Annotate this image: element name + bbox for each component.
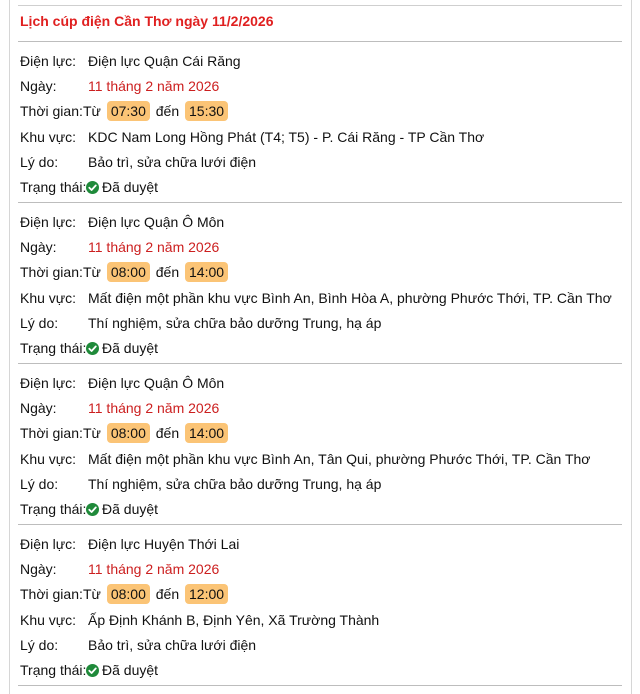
power-unit: Điện lực Quận Ô Môn <box>88 375 225 391</box>
field-label-status: Trạng thái: <box>20 501 87 517</box>
start-time-badge: 07:30 <box>107 101 150 121</box>
outage-status <box>86 337 158 359</box>
field-label-status: Trạng thái: <box>20 179 87 195</box>
field-label-unit: Điện lực: <box>20 53 77 69</box>
outage-reason: Bảo trì, sửa chữa lưới điện <box>88 636 257 653</box>
outage-area: Ấp Định Khánh B, Định Yên, Xã Trường Thành <box>88 611 380 628</box>
check-circle-icon <box>86 342 99 355</box>
time-to-label: đến <box>155 586 180 603</box>
field-label-reason: Lý do: <box>20 475 59 492</box>
outage-reason: Thí nghiệm, sửa chữa bảo dưỡng Trung, hạ áp <box>88 314 382 331</box>
end-time-badge: 14:00 <box>185 262 228 282</box>
end-time-badge: 15:30 <box>185 101 228 121</box>
status-text: Đã duyệt <box>102 662 159 678</box>
field-label-time: Thời gian: <box>20 264 83 281</box>
field-label-date: Ngày: <box>20 239 57 256</box>
time-to-label: đến <box>155 425 180 442</box>
field-label-area: Khu vực: <box>20 128 77 145</box>
field-label-reason: Lý do: <box>20 153 59 170</box>
time-to-label: đến <box>155 103 180 120</box>
time-from-label: Từ <box>83 586 101 603</box>
start-time-badge: 08:00 <box>107 262 150 282</box>
field-label-unit: Điện lực: <box>20 536 77 552</box>
field-label-time: Thời gian: <box>20 425 83 442</box>
status-text: Đã duyệt <box>102 179 159 195</box>
start-time-badge: 08:00 <box>107 584 150 604</box>
time-from-label: Từ <box>83 264 101 281</box>
outage-reason: Thí nghiệm, sửa chữa bảo dưỡng Trung, hạ áp <box>88 475 382 492</box>
outage-area: KDC Nam Long Hồng Phát (T4; T5) - P. Cái Răng - TP Cần Thơ <box>88 128 485 145</box>
field-label-unit: Điện lực: <box>20 375 77 391</box>
field-label-date: Ngày: <box>20 78 57 95</box>
check-circle-icon <box>86 664 99 677</box>
field-label-area: Khu vực: <box>20 450 77 467</box>
field-label-time: Thời gian: <box>20 586 83 603</box>
outage-area: Mất điện một phần khu vực Bình An, Tân Qui, phường Phước Thới, TP. Cần Thơ <box>88 450 591 467</box>
field-label-reason: Lý do: <box>20 314 59 331</box>
record-divider <box>18 685 622 686</box>
field-label-time: Thời gian: <box>20 103 83 120</box>
field-label-area: Khu vực: <box>20 289 77 306</box>
status-text: Đã duyệt <box>102 340 159 356</box>
outage-time <box>83 583 230 605</box>
outage-record <box>18 42 622 203</box>
power-unit: Điện lực Huyện Thới Lai <box>88 536 240 552</box>
page-title: Lịch cúp điện Cần Thơ ngày 11/2/2026 <box>20 13 274 29</box>
end-time-badge: 12:00 <box>185 584 228 604</box>
outage-record <box>18 525 622 686</box>
outage-date: 11 tháng 2 năm 2026 <box>88 78 220 95</box>
outage-status <box>86 659 158 681</box>
outage-area: Mất điện một phần khu vực Bình An, Bình Hòa A, phường Phước Thới, TP. Cần Thơ <box>88 289 612 306</box>
check-circle-icon <box>86 181 99 194</box>
field-label-unit: Điện lực: <box>20 214 77 230</box>
outage-date: 11 tháng 2 năm 2026 <box>88 561 220 578</box>
field-label-status: Trạng thái: <box>20 662 87 678</box>
time-from-label: Từ <box>83 425 101 442</box>
outage-time <box>83 100 230 122</box>
outage-record <box>18 203 622 364</box>
end-time-badge: 14:00 <box>185 423 228 443</box>
outage-time <box>83 422 230 444</box>
power-unit: Điện lực Quận Ô Môn <box>88 214 225 230</box>
field-label-status: Trạng thái: <box>20 340 87 356</box>
status-text: Đã duyệt <box>102 501 159 517</box>
field-label-date: Ngày: <box>20 561 57 578</box>
outage-time <box>83 261 230 283</box>
outage-date: 11 tháng 2 năm 2026 <box>88 400 220 417</box>
field-label-area: Khu vực: <box>20 611 77 628</box>
outage-date: 11 tháng 2 năm 2026 <box>88 239 220 256</box>
outage-reason: Bảo trì, sửa chữa lưới điện <box>88 153 257 170</box>
field-label-date: Ngày: <box>20 400 57 417</box>
check-circle-icon <box>86 503 99 516</box>
field-label-reason: Lý do: <box>20 636 59 653</box>
outage-status <box>86 498 158 520</box>
start-time-badge: 08:00 <box>107 423 150 443</box>
outage-status <box>86 176 158 198</box>
outage-record <box>18 364 622 525</box>
time-from-label: Từ <box>83 103 101 120</box>
time-to-label: đến <box>155 264 180 281</box>
power-unit: Điện lực Quận Cái Răng <box>88 53 241 69</box>
top-divider <box>18 5 622 6</box>
